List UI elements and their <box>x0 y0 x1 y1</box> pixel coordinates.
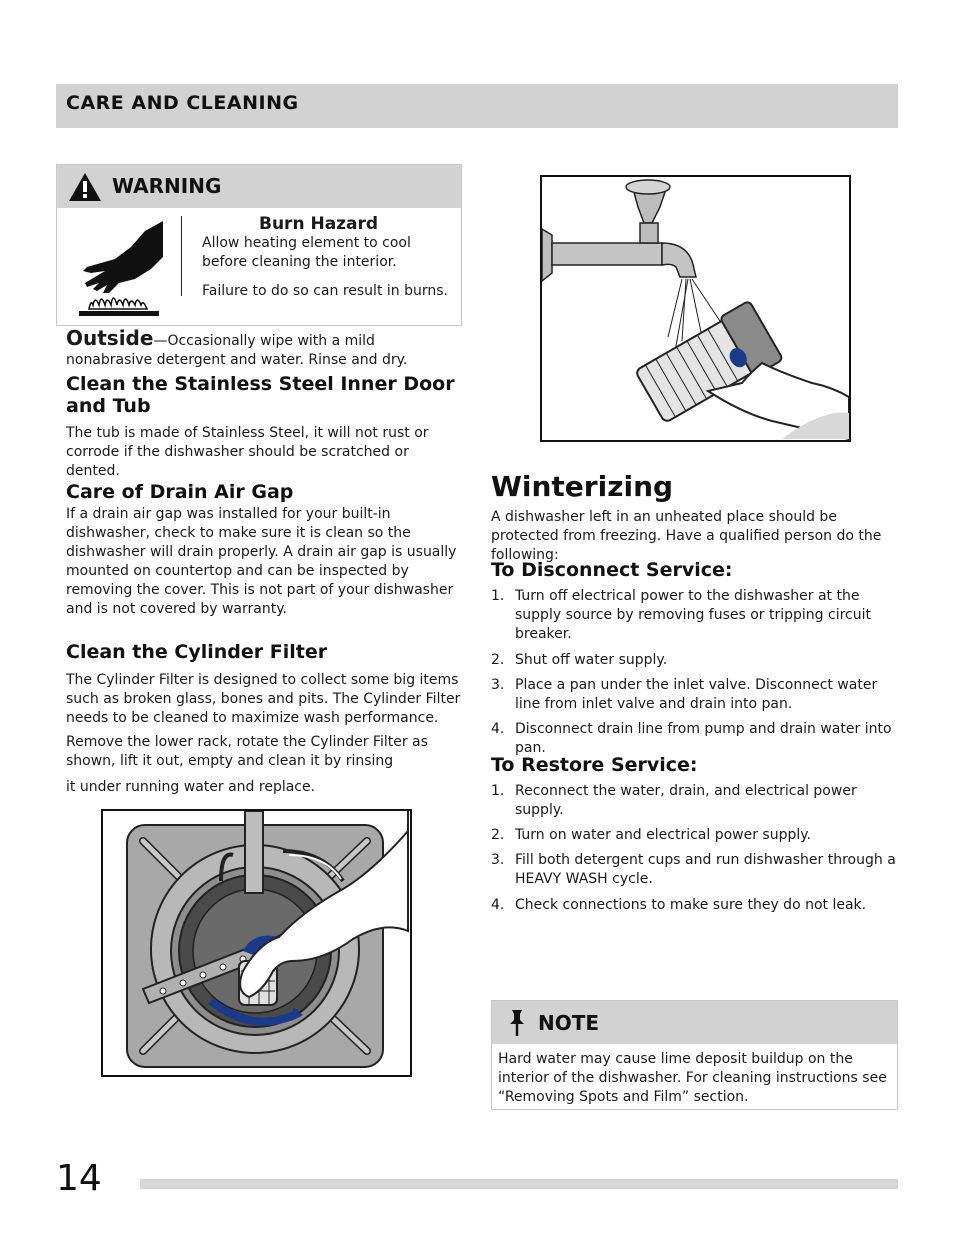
faucet-rinse-illustration <box>540 175 851 442</box>
note-box <box>491 1000 898 1110</box>
filter-heading: Clean the Cylinder Filter <box>66 641 328 663</box>
winterizing-heading: Winterizing <box>491 470 674 503</box>
warning-triangle-icon <box>67 171 103 203</box>
warning-label: WARNING <box>112 174 222 198</box>
pushpin-icon <box>506 1008 528 1038</box>
disconnect-steps <box>491 587 899 758</box>
stainless-text: The tub is made of Stainless Steel, it will not rust or corrode if the dishwasher should be scratched or dented. <box>66 425 429 479</box>
list-item: 1. Turn off electrical power to the dishwasher at the supply source by removing fuses or tripping circuit breaker. <box>491 588 871 642</box>
footer-bar <box>140 1179 898 1189</box>
section-title: CARE AND CLEANING <box>66 92 299 114</box>
disconnect-heading: To Disconnect Service: <box>491 559 733 581</box>
winterizing-text: A dishwasher left in an unheated place should be protected from freezing. Have a qualified person do the following: <box>491 509 882 563</box>
air-gap-text: If a drain air gap was installed for your built-in dishwasher, check to make sure it is clean so the dishwasher will drain properly. A drain air gap is usually mounted on countertop and can be inspected by removing the cover. This is not part of your dishwasher and is not covered by warranty. <box>66 506 457 617</box>
list-item: 3. Fill both detergent cups and run dishwasher through a HEAVY WASH cycle. <box>491 852 896 887</box>
warning-text-2: Failure to do so can result in burns. <box>202 283 448 299</box>
page-number: 14 <box>56 1158 102 1199</box>
stainless-heading: Clean the Stainless Steel Inner Door and Tub <box>66 373 455 417</box>
outside-text: Occasionally wipe with a mild nonabrasive detergent and water. Rinse and dry. <box>66 333 408 368</box>
list-item: 4. Disconnect drain line from pump and drain water into pan. <box>491 721 892 756</box>
warning-divider <box>181 216 182 296</box>
outside-paragraph <box>66 326 462 370</box>
restore-heading: To Restore Service: <box>491 754 698 776</box>
filter-text-1: The Cylinder Filter is designed to collect some big items such as broken glass, bones and pits. The Cylinder Filter needs to be cleaned to maximize wash performance. <box>66 672 461 726</box>
restore-steps <box>491 782 899 915</box>
air-gap-heading: Care of Drain Air Gap <box>66 481 294 503</box>
list-item: 2. Turn on water and electrical power supply. <box>491 827 812 843</box>
section-header <box>56 84 898 128</box>
cylinder-filter-drawing <box>103 811 410 1075</box>
note-header <box>492 1001 897 1044</box>
filter-text-2: Remove the lower rack, rotate the Cylinder Filter as shown, lift it out, empty and clean it by rinsing <box>66 734 428 769</box>
cylinder-filter-illustration <box>101 809 412 1077</box>
list-item: 2. Shut off water supply. <box>491 652 668 668</box>
filter-text-3: it under running water and replace. <box>66 779 316 795</box>
warning-box <box>56 164 462 326</box>
warning-header <box>57 165 461 208</box>
list-item: 4. Check connections to make sure they do not leak. <box>491 897 867 913</box>
note-label: NOTE <box>538 1011 600 1035</box>
list-item: 1. Reconnect the water, drain, and electrical power supply. <box>491 783 857 818</box>
faucet-rinse-drawing <box>542 177 849 440</box>
warning-text-1: Allow heating element to cool before cleaning the interior. <box>202 235 411 270</box>
outside-dash: — <box>153 333 168 349</box>
note-text: Hard water may cause lime deposit buildup on the interior of the dishwasher. For cleaning instructions see “Removing Spots and Film” section. <box>498 1051 887 1105</box>
burn-hazard-title: Burn Hazard <box>259 214 379 234</box>
burn-hazard-icon <box>75 217 165 317</box>
list-item: 3. Place a pan under the inlet valve. Disconnect water line from inlet valve and drain into pan. <box>491 677 878 712</box>
outside-label: Outside <box>66 326 154 350</box>
